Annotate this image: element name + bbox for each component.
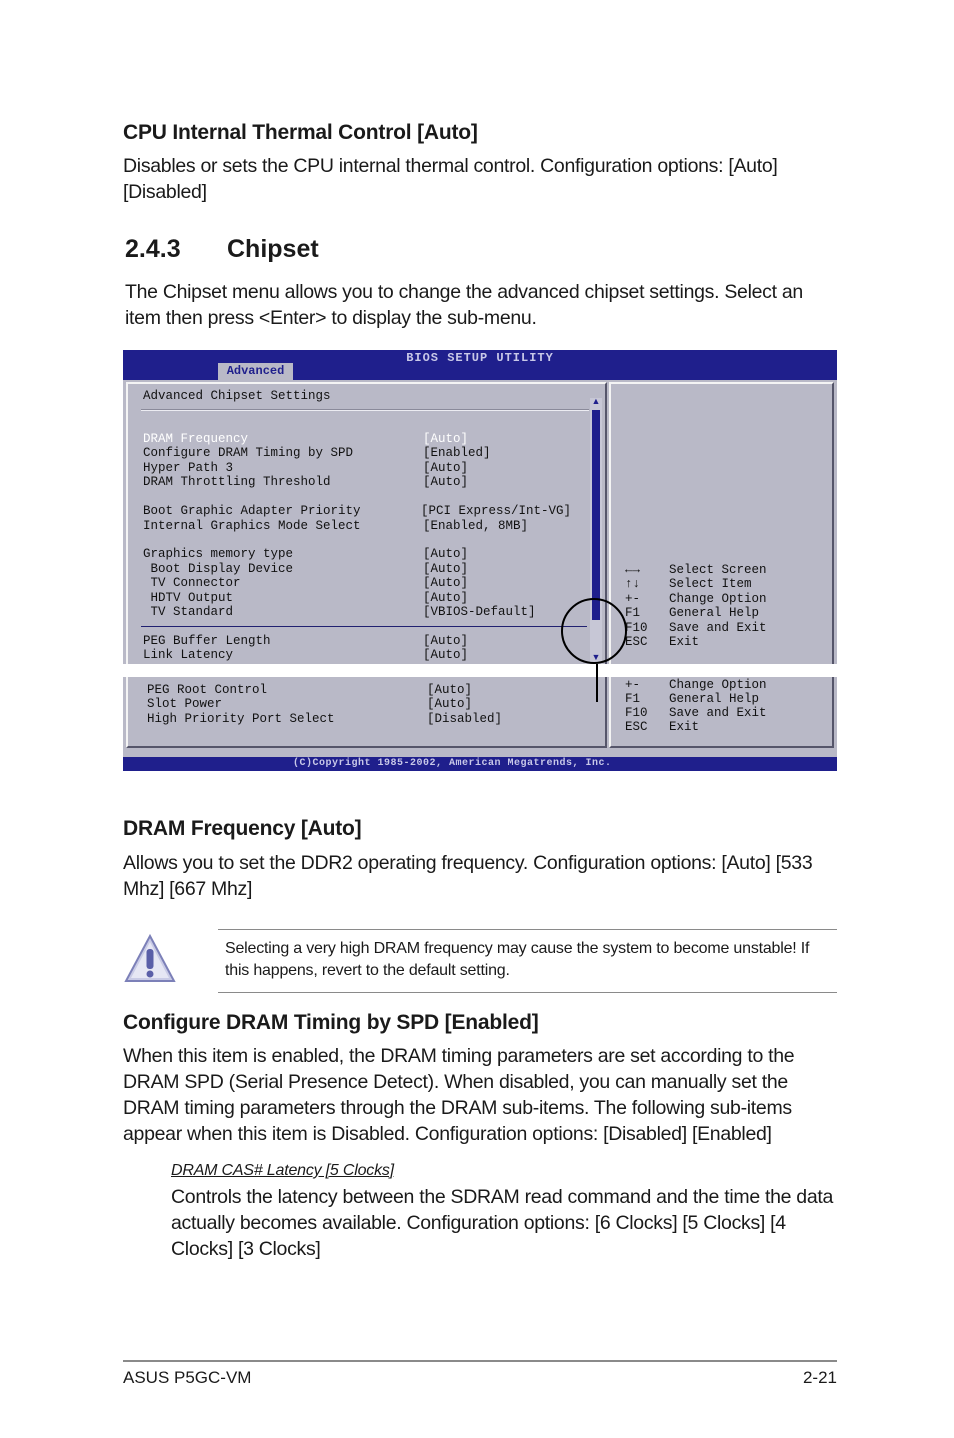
- bios-row-label[interactable]: TV Connector: [143, 576, 241, 590]
- body-cas-latency: Controls the latency between the SDRAM read command and the time the data actually becomes available. Configuration options: [6 Clocks] [5 Clocks] [4 Clocks] [3 Clocks]: [171, 1186, 834, 1260]
- scrollbar-callout-circle: [561, 598, 627, 664]
- bios-footer-bar: [123, 757, 837, 771]
- warning-text: Selecting a very high DRAM frequency may cause the system to become unstable! If this happens, revert to the default setting.: [225, 940, 810, 979]
- bios-row-value[interactable]: [Enabled]: [423, 446, 491, 460]
- help-action: Change Option: [669, 678, 767, 692]
- bios-row-label[interactable]: Hyper Path 3: [143, 461, 234, 475]
- bios-row-label[interactable]: DRAM Throttling Threshold: [143, 475, 331, 489]
- bios-row-label[interactable]: Internal Graphics Mode Select: [143, 519, 361, 533]
- bios-row-label[interactable]: Boot Graphic Adapter Priority: [143, 504, 361, 518]
- bios-row-value[interactable]: [Auto]: [423, 461, 469, 475]
- section-heading-dram-frequency: DRAM Frequency [Auto]: [123, 817, 362, 840]
- bios-row-label[interactable]: Slot Power: [147, 697, 223, 711]
- help-key: F10: [625, 621, 648, 635]
- bios-row-value[interactable]: [Auto]: [423, 576, 469, 590]
- bios-row-value[interactable]: [Auto]: [423, 634, 469, 648]
- bios-title-divider-shadow: [141, 409, 589, 410]
- help-key: ESC: [625, 635, 648, 649]
- subheading-cas-latency: DRAM CAS# Latency [5 Clocks]: [171, 1162, 394, 1179]
- help-action: Select Item: [669, 577, 752, 591]
- help-action: Change Option: [669, 592, 767, 606]
- help-key: +-: [625, 678, 641, 692]
- bios-row-label[interactable]: PEG Buffer Length: [143, 634, 271, 648]
- bios-row-value[interactable]: [VBIOS-Default]: [423, 605, 536, 619]
- section-heading-dram-timing: Configure DRAM Timing by SPD [Enabled]: [123, 1011, 539, 1034]
- bios-tab-advanced[interactable]: Advanced: [218, 363, 293, 380]
- bios-row-label[interactable]: Link Latency: [143, 648, 234, 662]
- section-title: Chipset: [227, 235, 319, 263]
- bios-row-label[interactable]: TV Standard: [143, 605, 234, 619]
- bios-title-divider: [141, 410, 589, 411]
- bios-row-value[interactable]: [Auto]: [423, 547, 469, 561]
- warning-triangle-icon: [124, 933, 176, 985]
- footer-page-number: 2-21: [802, 1368, 837, 1387]
- help-key: F10: [625, 706, 648, 720]
- help-action: Select Screen: [669, 563, 767, 577]
- bios-panel-title: Advanced Chipset Settings: [143, 389, 331, 403]
- help-action: General Help: [669, 692, 760, 706]
- bios-group-divider: [141, 626, 587, 627]
- help-key: ESC: [625, 720, 648, 734]
- help-action: Exit: [669, 635, 700, 649]
- bios-row-value[interactable]: [Auto]: [423, 475, 469, 489]
- scroll-down-arrow-icon[interactable]: ▼: [591, 652, 601, 662]
- bios-row-value[interactable]: [Disabled]: [427, 712, 503, 726]
- help-action: Exit: [669, 720, 700, 734]
- screenshot-crop-gap: [123, 664, 837, 677]
- help-action: General Help: [669, 606, 760, 620]
- bios-row-label[interactable]: Graphics memory type: [143, 547, 294, 561]
- bios-row-value[interactable]: [Auto]: [423, 562, 469, 576]
- help-key: +-: [625, 592, 641, 606]
- scroll-up-arrow-icon[interactable]: ▲: [591, 396, 601, 406]
- bios-utility-title: BIOS SETUP UTILITY: [406, 351, 554, 365]
- bios-row-label[interactable]: DRAM Frequency: [143, 432, 249, 446]
- footer-product: ASUS P5GC-VM: [123, 1368, 252, 1387]
- bios-row-label[interactable]: High Priority Port Select: [147, 712, 335, 726]
- bios-copyright: (C)Copyright 1985-2002, American Megatrends, Inc.: [293, 758, 612, 769]
- section-body-dram-frequency: Allows you to set the DDR2 operating frequency. Configuration options: [Auto] [533 Mhz] [667 Mhz]: [123, 852, 813, 900]
- help-action: Save and Exit: [669, 706, 767, 720]
- bios-row-value[interactable]: [Auto]: [427, 697, 473, 711]
- help-key: F1: [625, 606, 641, 620]
- scrollbar-callout-line: [596, 664, 598, 702]
- help-key-icon: ↑↓: [625, 577, 641, 591]
- bios-scrollbar-thumb[interactable]: [592, 410, 600, 620]
- help-key: F1: [625, 692, 641, 706]
- bios-row-value[interactable]: [Auto]: [423, 432, 469, 446]
- bios-row-value[interactable]: [Enabled, 8MB]: [423, 519, 529, 533]
- section-body-dram-timing: When this item is enabled, the DRAM timing parameters are set according to the DRAM SPD (Serial Presence Detect). When disabled, you can manually set the DRAM timing parameters through the DRAM sub-items. The following sub-items appear when this item is Disabled. Configuration options: [Disabled] [Enabled]: [123, 1045, 795, 1145]
- footer-divider: [123, 1360, 837, 1362]
- section-heading-cpu-thermal: CPU Internal Thermal Control [Auto]: [123, 121, 478, 144]
- bios-row-value[interactable]: [Auto]: [423, 648, 469, 662]
- bios-row-label[interactable]: PEG Root Control: [147, 683, 268, 697]
- bios-row-value[interactable]: [Auto]: [427, 683, 473, 697]
- bios-screenshot: [123, 350, 837, 771]
- help-action: Save and Exit: [669, 621, 767, 635]
- section-body-cpu-thermal: Disables or sets the CPU internal thermal control. Configuration options: [Auto] [Disabled]: [123, 155, 778, 203]
- chipset-intro: The Chipset menu allows you to change the advanced chipset settings. Select an item then press <Enter> to display the sub-menu.: [125, 281, 803, 329]
- bios-row-label[interactable]: Boot Display Device: [143, 562, 294, 576]
- bios-row-value[interactable]: [PCI Express/Int-VG]: [421, 504, 572, 518]
- bios-row-label[interactable]: Configure DRAM Timing by SPD: [143, 446, 354, 460]
- section-number: 2.4.3: [125, 235, 181, 263]
- bios-row-label[interactable]: HDTV Output: [143, 591, 234, 605]
- help-key-icon: ←→: [625, 563, 641, 577]
- bios-row-value[interactable]: [Auto]: [423, 591, 469, 605]
